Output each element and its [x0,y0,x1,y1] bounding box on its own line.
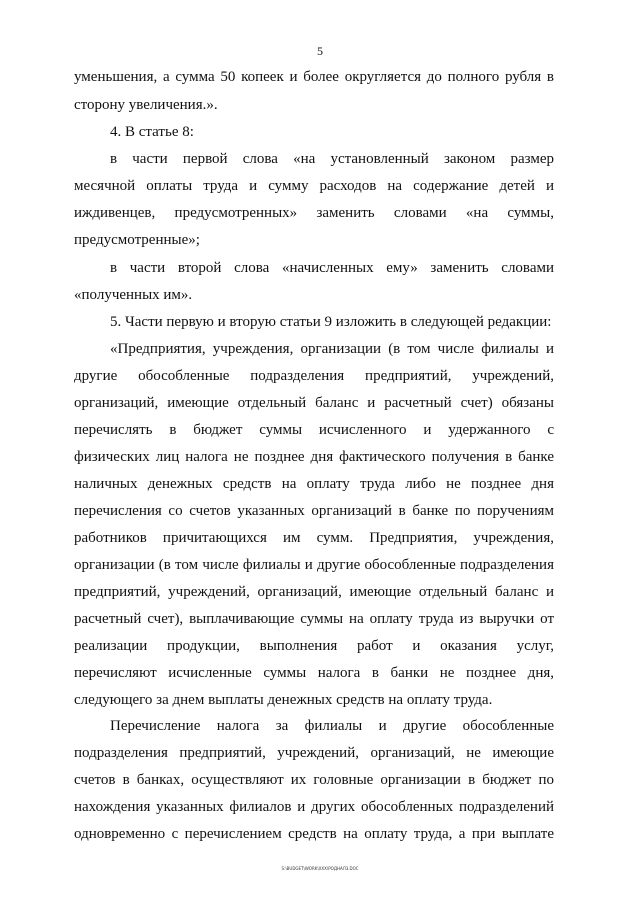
text-line: перечисления со счетов указанных организаций в банке по поручениям [74,503,554,519]
text-line: «полученных им». [74,287,193,303]
text-line: счетов в банках, осуществляют их головные организации в бюджет по [74,772,554,788]
text-line: организации (в том числе филиалы и другие обособленные подразделения [74,557,554,573]
text-line: «Предприятия, учреждения, организации (в том числе филиалы и [110,341,554,357]
text-line: перечисляют исчисленные суммы налога в банки не позднее дня, [74,665,554,681]
text-line: 4. В статье 8: [110,124,194,140]
text-line: наличных денежных средств на оплату труда либо не позднее дня [74,476,554,492]
footer-file-path: S:\BUDGET\WORK\ХХХ\РОДНАЛ3.DOC [281,866,359,871]
text-line: физических лиц налога не позднее дня фактического получения в банке [74,449,554,465]
text-line: сторону увеличения.». [74,97,218,113]
page-number: 5 [317,44,323,58]
text-line: иждивенцев, предусмотренных» заменить словами «на суммы, [74,205,554,221]
text-line: месячной оплаты труда и сумму расходов на содержание детей и [74,178,554,194]
text-line: нахождения указанных филиалов и других обособленных подразделений [74,799,554,815]
text-line: другие обособленные подразделения предприятий, учреждений, [74,368,554,384]
text-line: предприятий, учреждений, организаций, имеющие отдельный баланс и [74,584,554,600]
text-line: уменьшения, а сумма 50 копеек и более округляется до полного рубля в [74,69,554,85]
text-line: одновременно с перечислением средств на оплату труда, а при выплате [74,826,554,842]
text-line: реализации продукции, выполнения работ и оказания услуг, [74,638,554,654]
text-line: предусмотренные»; [74,232,200,248]
text-line: следующего за днем выплаты денежных средств на оплату труда. [74,692,493,708]
text-line: 5. Части первую и вторую статьи 9 изложить в следующей редакции: [110,314,552,330]
text-line: работников причитающихся им сумм. Предприятия, учреждения, [74,530,554,546]
text-line: в части первой слова «на установленный законом размер [110,151,554,167]
text-line: перечислять в бюджет суммы исчисленного и удержанного с [74,422,554,438]
text-line: в части второй слова «начисленных ему» заменить словами [110,260,554,276]
text-line: подразделения предприятий, учреждений, организаций, не имеющие [74,745,554,761]
text-line: организаций, имеющие отдельный баланс и расчетный счет) обязаны [74,395,554,411]
text-line: расчетный счет), выплачивающие суммы на оплату труда из выручки от [74,611,554,627]
text-line: Перечисление налога за филиалы и другие обособленные [110,718,554,734]
